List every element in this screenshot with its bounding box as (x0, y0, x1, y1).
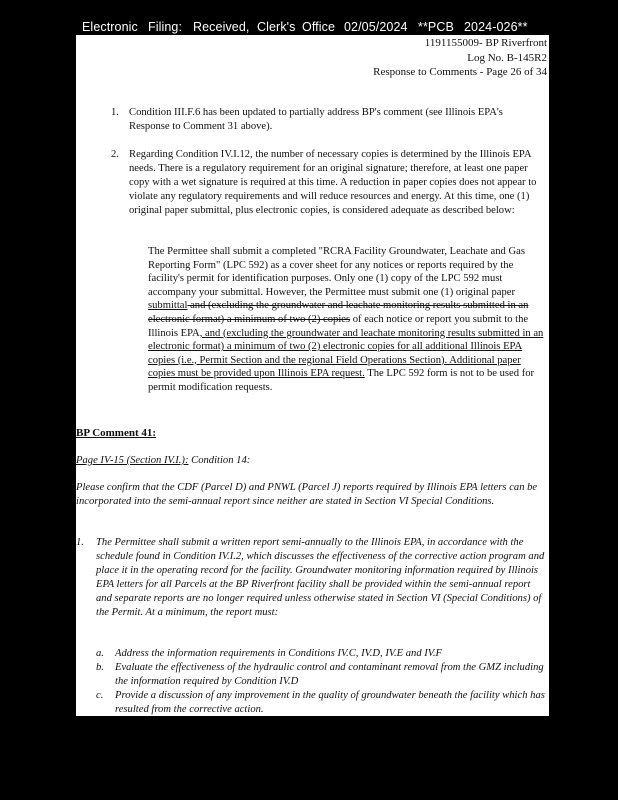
response-item (96, 106, 546, 134)
quote-text: The LPC 592 form is not to be used for permit modification requests. (148, 368, 535, 393)
subitem-label: c. (96, 690, 104, 701)
quote-inserted-text: submittal (148, 300, 188, 312)
response-item-number: 2. (111, 149, 119, 160)
banner-filing: Filing: (148, 20, 183, 34)
banner-pcb: **PCB (418, 20, 454, 34)
condition-subitem (76, 689, 546, 716)
banner-received: Received, (193, 20, 250, 34)
banner-electronic: Electronic (82, 20, 138, 34)
banner-clerks: Clerk's (257, 20, 296, 34)
condition-subitem (76, 647, 546, 661)
response-item-text: Condition III.F.6 has been updated to partially address BP's comment (see Illinois EPA's Response to Comment 31 above). (129, 107, 503, 132)
banner-docket: 2024-026** (464, 20, 528, 34)
comment-question: Please confirm that the CDF (Parcel D) and PNWL (Parcel J) reports required by Illinois EPA letters can be incorporated into the semi-annual report since neither are stated in Section VI Special Conditions. (76, 482, 538, 507)
header-page-ref: Response to Comments - Page 26 of 34 (373, 66, 547, 78)
comment-reference (76, 454, 546, 468)
banner-date: 02/05/2024 (344, 20, 408, 34)
comment-reference-condition: Condition 14: (191, 455, 251, 466)
response-item-number: 1. (111, 107, 119, 118)
subitem-label: b. (96, 662, 104, 673)
permit-condition-quote (148, 245, 548, 395)
comment-heading: BP Comment 41: (76, 427, 157, 439)
quote-text: The Permittee shall submit a completed "RCRA Facility Groundwater, Leachate and Gas Reporting Form" (LPC 592) as a cover sheet for any notices or reports required by the facility's permit for identification purposes. Only one (1) copy of the LPC 592 must accompany your submittal. However, the Permittee must submit one (1) original paper (148, 246, 525, 298)
quote-inserted-text: , and (excluding the groundwater and leachate monitoring results submitted in an electronic format) a minimum of two (2) electronic copies for all additional Illinois EPA copies (i.e., Permit Section and the regional Field Operations Section). Additional paper copies must be provided upon Illinois EPA request. (148, 327, 544, 380)
response-item (96, 148, 546, 218)
subitem-text: Provide a discussion of any improvement in the quality of groundwater beneath the facility which has resulted from the corrective action. (115, 690, 545, 715)
subitem-text: Address the information requirements in Conditions IV.C, IV.D, IV.E and IV.F (115, 648, 443, 659)
subitem-label: a. (96, 648, 104, 659)
quote-deleted-text: and (excluding the groundwater and leachate monitoring results submitted in an electronic format) a minimum of two (2) copies (148, 300, 529, 325)
quote-text: of each notice or report you submit to the Illinois EPA (148, 313, 529, 339)
condition-item (76, 536, 546, 620)
comment-reference-page: Page IV-15 (Section IV.I.): (76, 455, 189, 466)
document-page (76, 35, 549, 716)
response-item-text: Regarding Condition IV.I.12, the number of necessary copies is determined by the Illinois EPA needs. There is a regulatory requirement for an original signature; therefore, at least one paper copy with a wet signature is required at this time. A reduction in paper copies does not appear to violate any regulatory requirements and will reduce resources and energy. At this time, one (1) original paper submittal, plus electronic copies, is considered adequate as described below: (129, 149, 537, 216)
subitem-text: Evaluate the effectiveness of the hydraulic control and contaminant removal from the GMZ including the information required by Condition IV.D (115, 662, 544, 687)
banner-office: Office (302, 20, 336, 34)
condition-subitem (76, 661, 546, 689)
condition-item-number: 1. (76, 537, 84, 548)
header-permit-id: 1191155009- BP Riverfront (424, 37, 547, 49)
condition-item-text: The Permittee shall submit a written report semi-annually to the Illinois EPA, in accordance with the schedule found in Condition IV.I.2, which discusses the effectiveness of the corrective action program and place it in the operating record for the facility. Groundwater monitoring information required by Illinois EPA letters for all Parcels at the BP Riverfront facility shall be provided within the semi-annual report and separate reports are no longer required unless otherwise stated in Section VI (Special Conditions) of the Permit. At a minimum, the report must: (96, 537, 545, 618)
header-log-no: Log No. B-145R2 (467, 51, 547, 64)
page-header (373, 36, 547, 80)
